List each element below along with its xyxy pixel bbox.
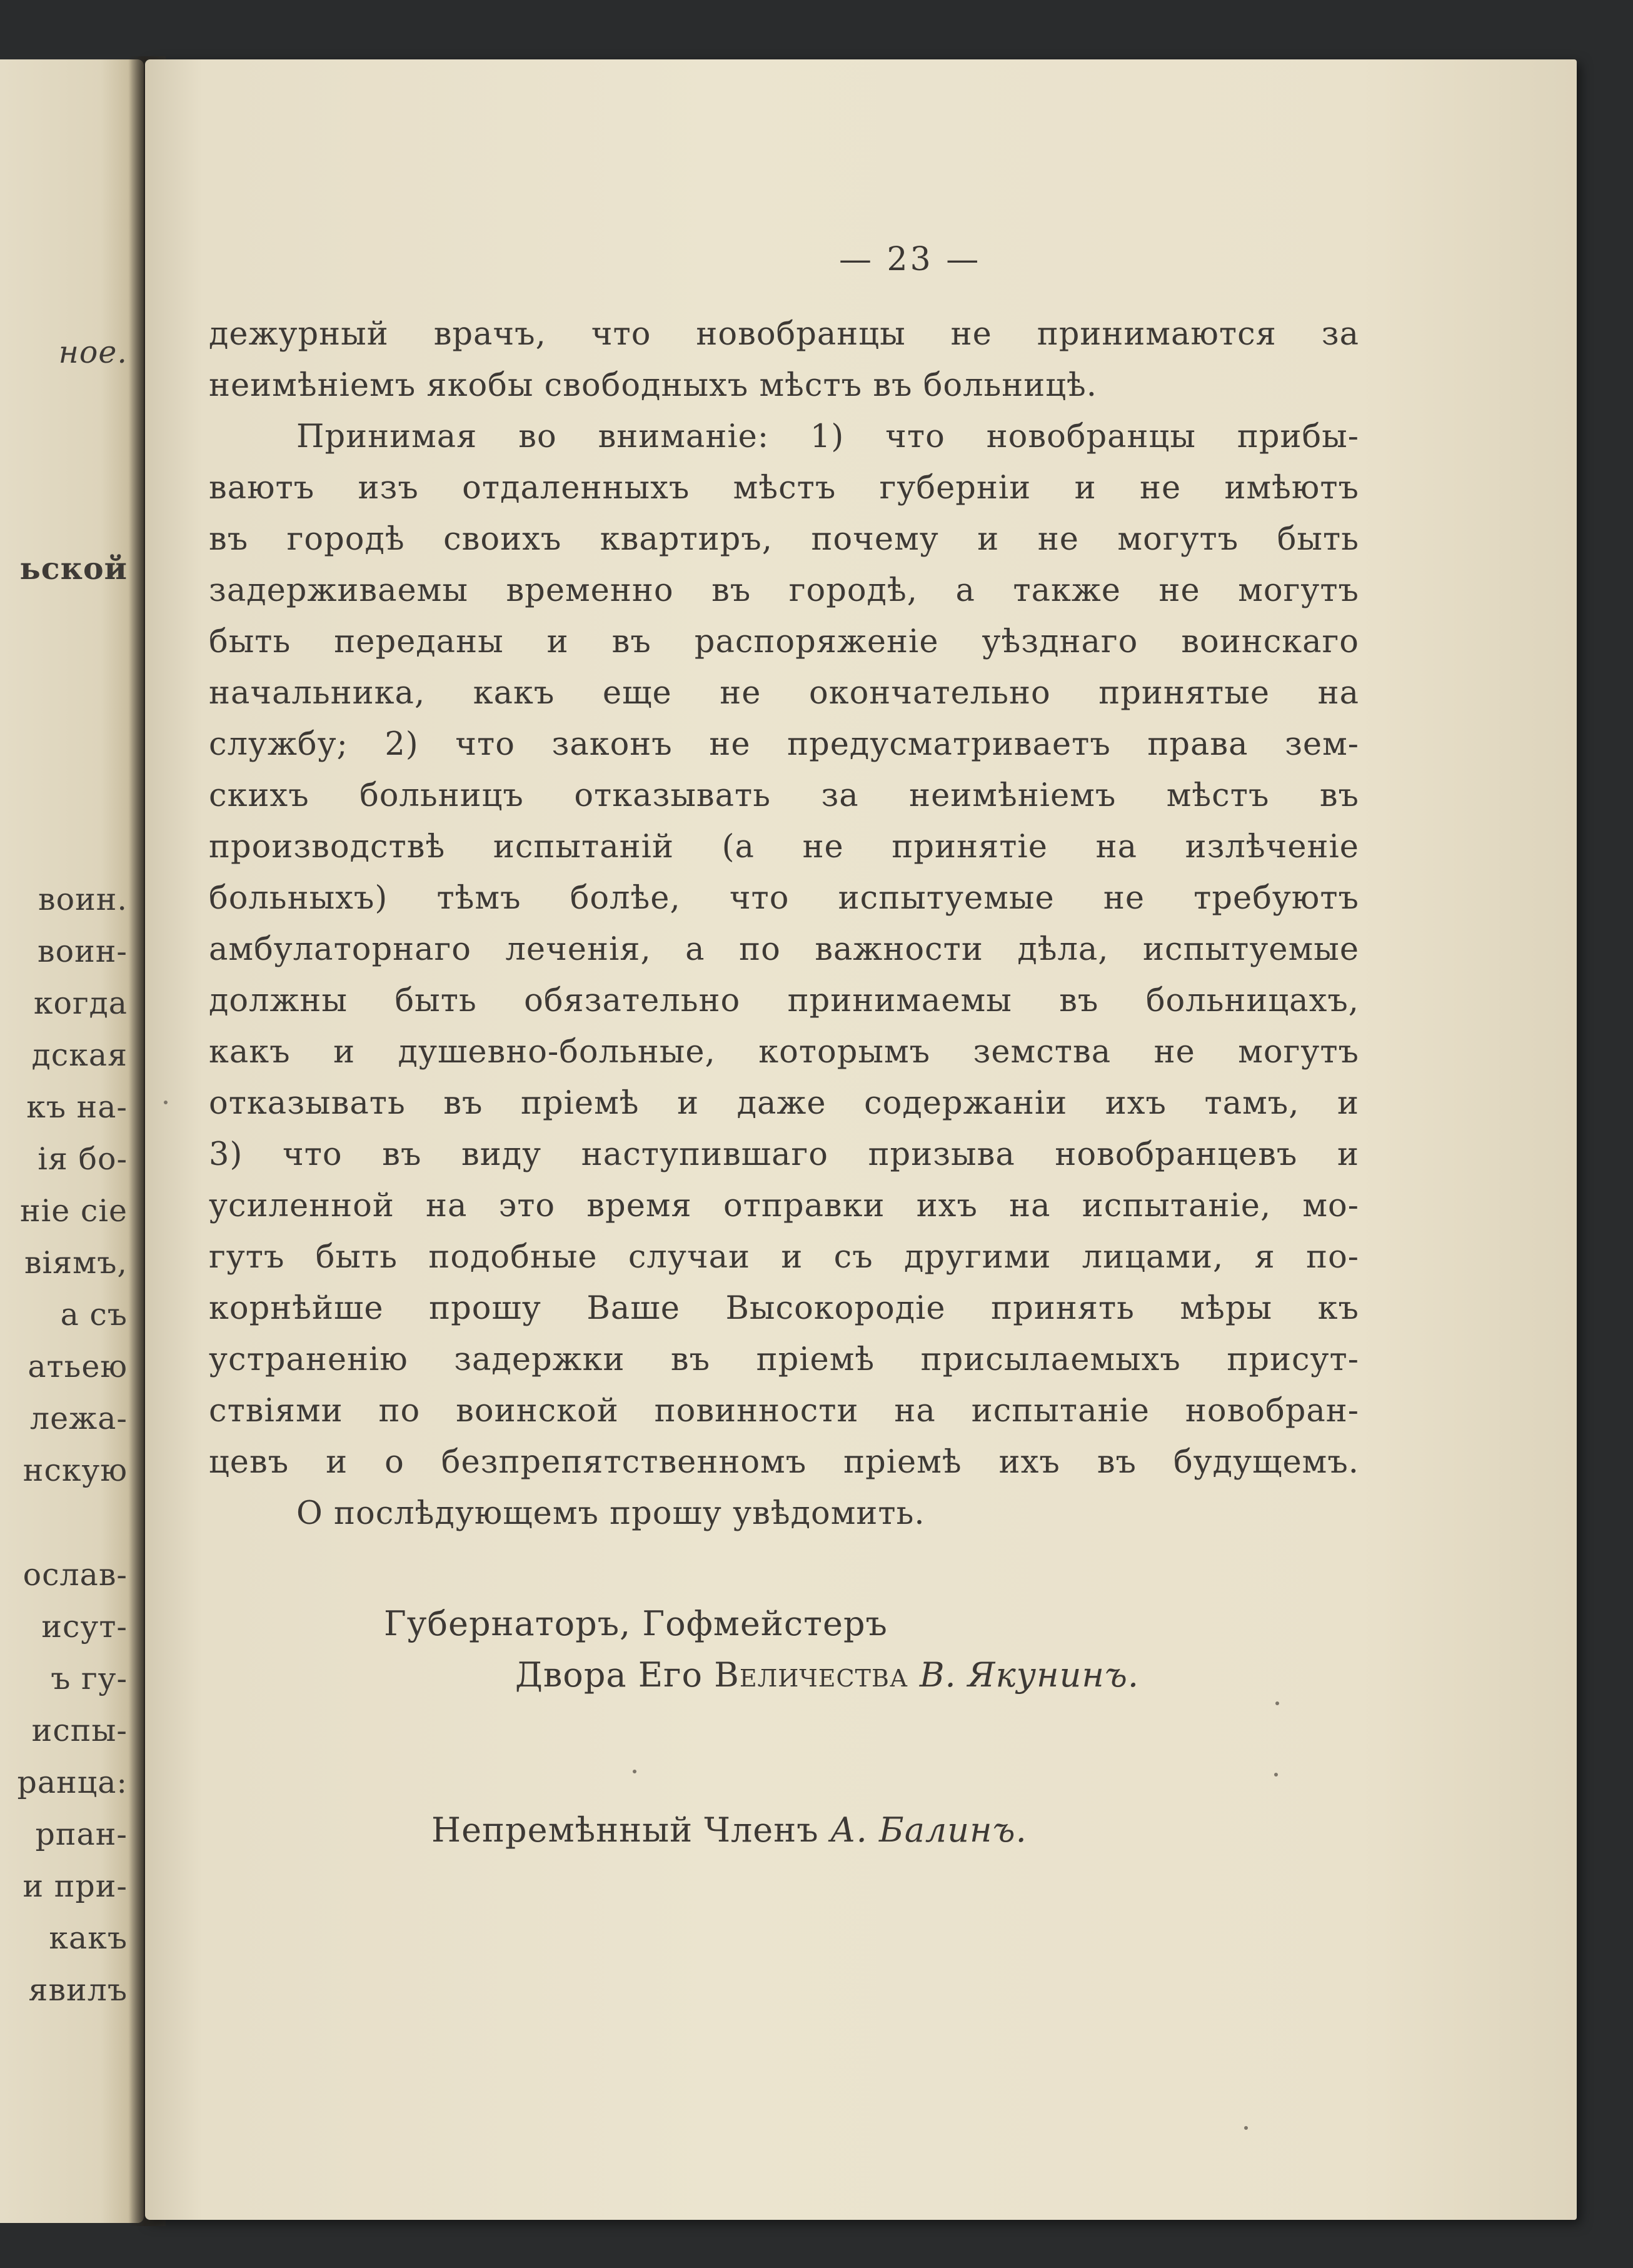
text-line: цевъ и о безпрепятственномъ пріемѣ ихъ въ будущемъ. — [209, 1444, 1359, 1481]
text-line: Принимая во вниманіе: 1) что новобранцы прибы- — [296, 418, 1359, 455]
text-line: въ городѣ своихъ квартиръ, почему и не могутъ быть — [209, 521, 1359, 558]
left-line-10: віямъ, — [24, 1245, 128, 1281]
left-line-8: ія бо- — [38, 1141, 128, 1177]
text-line: больныхъ) тѣмъ болѣе, что испытуемые не требуютъ — [209, 880, 1359, 917]
left-line-19: ранца: — [17, 1765, 128, 1800]
left-line-12: атьею — [28, 1349, 128, 1384]
text-line: амбулаторнаго леченія, а по важности дѣла, испытуемые — [209, 931, 1359, 968]
text-line: какъ и душевно-больные, которымъ земства не могутъ — [209, 1034, 1359, 1071]
text-line: устраненію задержки въ пріемѣ присылаемыхъ присут- — [209, 1341, 1359, 1378]
left-line-5: когда — [33, 985, 128, 1021]
text-line: производствѣ испытаній (а не принятіе на излѣченіе — [209, 829, 1359, 865]
left-line-17: ъ гу- — [51, 1661, 128, 1696]
left-line-2: ьской — [19, 550, 128, 587]
text-line: скихъ больницъ отказывать за неимѣніемъ мѣстъ въ — [209, 777, 1359, 814]
text-line: отказывать въ пріемѣ и даже содержаніи ихъ тамъ, и — [209, 1085, 1359, 1122]
text-line: службу; 2) что законъ не предусматриваетъ права зем- — [209, 726, 1359, 763]
previous-page-fragment — [0, 59, 144, 2223]
left-line-7: къ на- — [26, 1089, 128, 1125]
text-line: усиленной на это время отправки ихъ на испытаніе, мо- — [209, 1187, 1359, 1224]
text-line: дежурный врачъ, что новобранцы не принимаются за — [209, 316, 1359, 353]
text-line: О послѣдующемъ прошу увѣдомить. — [296, 1495, 925, 1532]
signature-name-yakunin: В. Якунинъ. — [919, 1655, 1140, 1695]
paper-speck — [1275, 1701, 1279, 1705]
signature-member-title: Непремѣнный Членъ — [431, 1810, 819, 1850]
signature-title: Губернаторъ, Гофмейстеръ — [384, 1604, 888, 1643]
text-line: ваютъ изъ отдаленныхъ мѣстъ губерніи и не имѣютъ — [209, 470, 1359, 507]
left-line-4: воин- — [38, 934, 128, 969]
signature-line-member — [431, 1810, 1027, 1850]
left-line-23: явилъ — [28, 1972, 128, 2008]
paper-speck — [1274, 1773, 1278, 1777]
text-line: должны быть обязательно принимаемы въ больницахъ, — [209, 982, 1359, 1019]
text-line: быть переданы и въ распоряженіе уѣзднаго воинскаго — [209, 623, 1359, 660]
text-line: ствіями по воинской повинности на испытаніе новобран- — [209, 1393, 1359, 1429]
signature-line-court — [515, 1655, 1139, 1695]
signature-rank: Величества — [714, 1655, 908, 1695]
page-number: — 23 — — [839, 241, 982, 278]
left-line-3: воин. — [38, 882, 128, 917]
left-line-15: ослав- — [23, 1557, 128, 1593]
left-line-16: исут- — [41, 1609, 128, 1645]
left-line-22: какъ — [49, 1920, 128, 1956]
text-line: 3) что въ виду наступившаго призыва новобранцевъ и — [209, 1136, 1359, 1173]
left-line-13: лежа- — [30, 1401, 128, 1436]
left-line-9: ніе сіе — [19, 1193, 128, 1229]
signature-line-governor — [384, 1604, 888, 1643]
text-line: гутъ быть подобные случаи и съ другими лицами, я по- — [209, 1239, 1359, 1276]
text-line: начальника, какъ еще не окончательно принятые на — [209, 675, 1359, 712]
left-line-14: нскую — [23, 1453, 128, 1488]
paper-speck — [633, 1770, 636, 1773]
paper-speck — [164, 1101, 168, 1104]
left-line-1: ное. — [58, 335, 128, 370]
signature-name-balin: А. Балинъ. — [830, 1810, 1027, 1850]
left-line-20: рпан- — [35, 1817, 128, 1852]
current-page — [145, 59, 1577, 2220]
left-line-11: а съ — [60, 1297, 128, 1333]
paper-speck — [1244, 2126, 1248, 2130]
text-line: корнѣйше прошу Ваше Высокородіе принять мѣры къ — [209, 1290, 1359, 1327]
text-line: задерживаемы временно въ городѣ, а также не могутъ — [209, 572, 1359, 609]
signature-prefix: Двора Его — [515, 1655, 703, 1695]
left-line-21: и при- — [23, 1868, 128, 1904]
text-line: неимѣніемъ якобы свободныхъ мѣстъ въ больницѣ. — [209, 367, 1098, 404]
left-line-18: испы- — [31, 1713, 128, 1748]
left-line-6: дская — [31, 1037, 128, 1073]
